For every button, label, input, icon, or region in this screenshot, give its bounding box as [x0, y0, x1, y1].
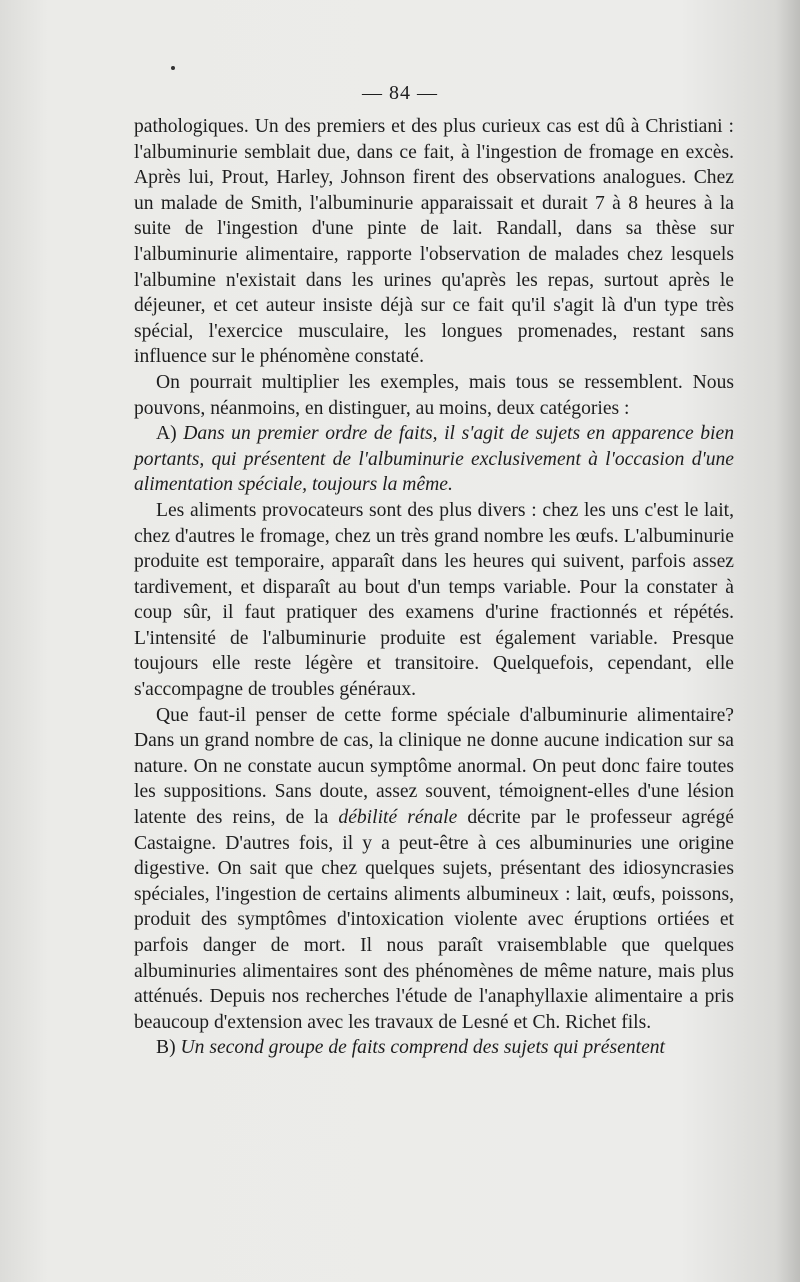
section-label-b: B) [156, 1037, 176, 1059]
paragraph-1: pathologiques. Un des premiers et des plus curieux cas est dû à Christiani : l'albuminurie semblait due, dans ce fait, à l'ingestion de fromage en excès. Après lui, Prout, Harley, Johnson firent des observations analogues. Chez un malade de Smith, l'albuminurie apparaissait et durait 7 à 8 heures à la suite de l'ingestion d'une pinte de lait. Randall, dans sa thèse sur l'albuminurie alimentaire, rapporte l'observation de malades chez lesquels l'albumine n'existait dans les urines qu'après les repas, surtout après le déjeuner, et cet auteur insiste déjà sur ce fait qu'il s'agit là d'un type très spécial, l'exercice musculaire, les longues promenades, restant sans influence sur le phénomène constaté. [134, 116, 734, 368]
section-a-italic-text: Dans un premier ordre de faits, il s'agit de sujets en apparence bien portants, qui présentent de l'albuminurie exclusivement à l'occasion d'une alimentation spéciale, toujours la même. [134, 423, 734, 496]
paragraph-3 [134, 421, 734, 498]
ink-speck [171, 66, 175, 70]
debilite-renale-term: débilité rénale [338, 807, 458, 829]
body-text [134, 114, 734, 1061]
paragraph-5 [134, 703, 734, 1036]
section-b-italic-text: Un second groupe de faits comprend des sujets qui présentent [180, 1037, 666, 1059]
paragraph-5-text-before: Que faut-il penser de cette forme spéciale d'albuminurie alimentaire? Dans un grand nombre de cas, la clinique ne donne aucune indication sur sa nature. On ne constate aucun symptôme anormal. On peut donc faire toutes les suppositions. Sans doute, assez souvent, témoignent-elles d'une lésion latente des reins, de la [134, 704, 734, 829]
paragraph-2: On pourrait multiplier les exemples, mais tous se ressemblent. Nous pouvons, néanmoins, en distinguer, au moins, deux catégories : [134, 371, 734, 419]
paragraph-6 [134, 1035, 734, 1061]
page-number: — 84 — [362, 82, 438, 104]
section-label-a: A) [156, 423, 177, 445]
paragraph-5-text-after: décrite par le professeur agrégé Castaigne. D'autres fois, il y a peut-être à ces albuminuries une origine digestive. On sait que chez quelques sujets, présentant des idiosyncrasies spéciales, l'ingestion de certains aliments albumineux : lait, œufs, poissons, produit des symptômes d'intoxication violente avec éruptions ortiées et parfois danger de mort. Il nous paraît vraisemblable que quelques albuminuries alimentaires sont des phénomènes de même nature, mais plus atténués. Depuis nos recherches l'étude de l'anaphyllaxie alimentaire a pris beaucoup d'extension avec les travaux de Lesné et Ch. Richet fils. [134, 807, 734, 1033]
paragraph-4: Les aliments provocateurs sont des plus divers : chez les uns c'est le lait, chez d'autres le fromage, chez un très grand nombre les œufs. L'albuminurie produite est temporaire, apparaît dans les heures qui suivent, parfois assez tardivement, et disparaît au bout d'un temps variable. Pour la constater à coup sûr, il faut pratiquer des examens d'urine fractionnés et répétés. L'intensité de l'albuminurie produite est également variable. Presque toujours elle reste légère et transitoire. Quelquefois, cependant, elle s'accompagne de troubles généraux. [134, 499, 734, 701]
